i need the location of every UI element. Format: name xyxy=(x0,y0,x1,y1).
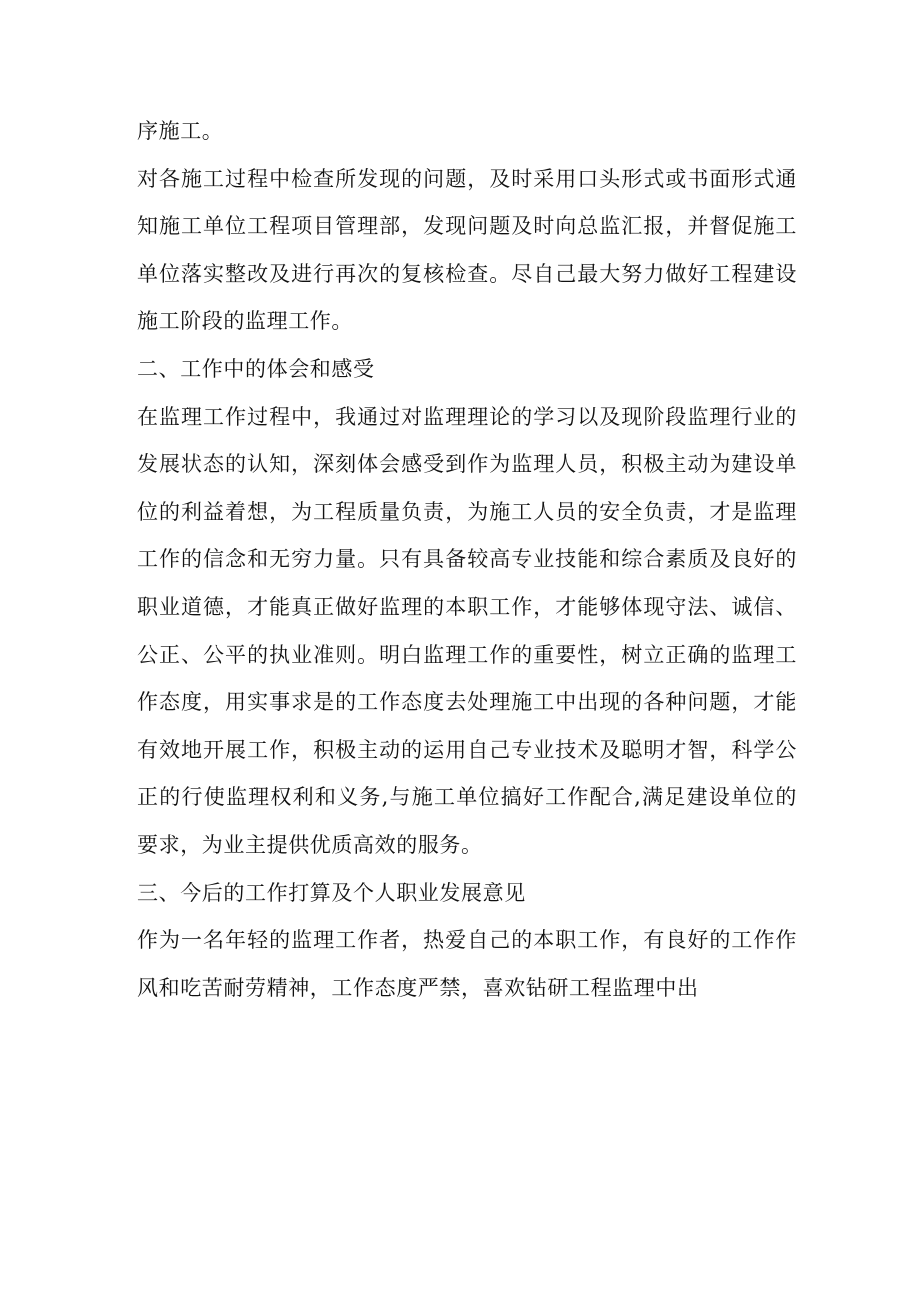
text-line: 对各施工过程中检查所发现的问题，及时采用口头形式或书面形式通 xyxy=(137,166,797,191)
text-line: 公正、公平的执业准则。明白监理工作的重要性，树立正确的监理工 xyxy=(137,642,797,667)
text-line: 序施工。 xyxy=(137,119,224,143)
text-line: 单位落实整改及进行再次的复核检查。尽自己最大努力做好工程建设 xyxy=(137,261,797,286)
text-line: 发展状态的认知，深刻体会感受到作为监理人员，积极主动为建设单 xyxy=(137,452,797,477)
text-line: 有效地开展工作，积极主动的运用自己专业技术及聪明才智，科学公 xyxy=(137,737,797,762)
text-line: 作态度，用实事求是的工作态度去处理施工中出现的各种问题，才能 xyxy=(137,690,797,715)
text-line: 正的行使监理权利和义务,与施工单位搞好工作配合,满足建设单位的 xyxy=(137,785,797,810)
text-line: 作为一名年轻的监理工作者，热爱自己的本职工作，有良好的工作作 xyxy=(137,928,797,953)
text-line: 要求，为业主提供优质高效的服务。 xyxy=(137,832,483,857)
section-heading: 三、今后的工作打算及个人职业发展意见 xyxy=(137,880,526,905)
text-line: 职业道德，才能真正做好监理的本职工作，才能够体现守法、诚信、 xyxy=(137,594,797,619)
text-line: 位的利益着想，为工程质量负责，为施工人员的安全负责，才是监理 xyxy=(137,499,797,524)
text-line: 施工阶段的监理工作。 xyxy=(137,309,353,334)
text-line: 风和吃苦耐劳精神，工作态度严禁，喜欢钻研工程监理中出 xyxy=(137,975,699,1000)
text-line: 知施工单位工程项目管理部，发现问题及时向总监汇报，并督促施工 xyxy=(137,214,797,239)
section-heading: 二、工作中的体会和感受 xyxy=(137,356,375,381)
document-body xyxy=(137,108,797,1012)
text-line: 在监理工作过程中，我通过对监理理论的学习以及现阶段监理行业的 xyxy=(137,404,797,429)
text-line: 工作的信念和无穷力量。只有具备较高专业技能和综合素质及良好的 xyxy=(137,547,797,572)
